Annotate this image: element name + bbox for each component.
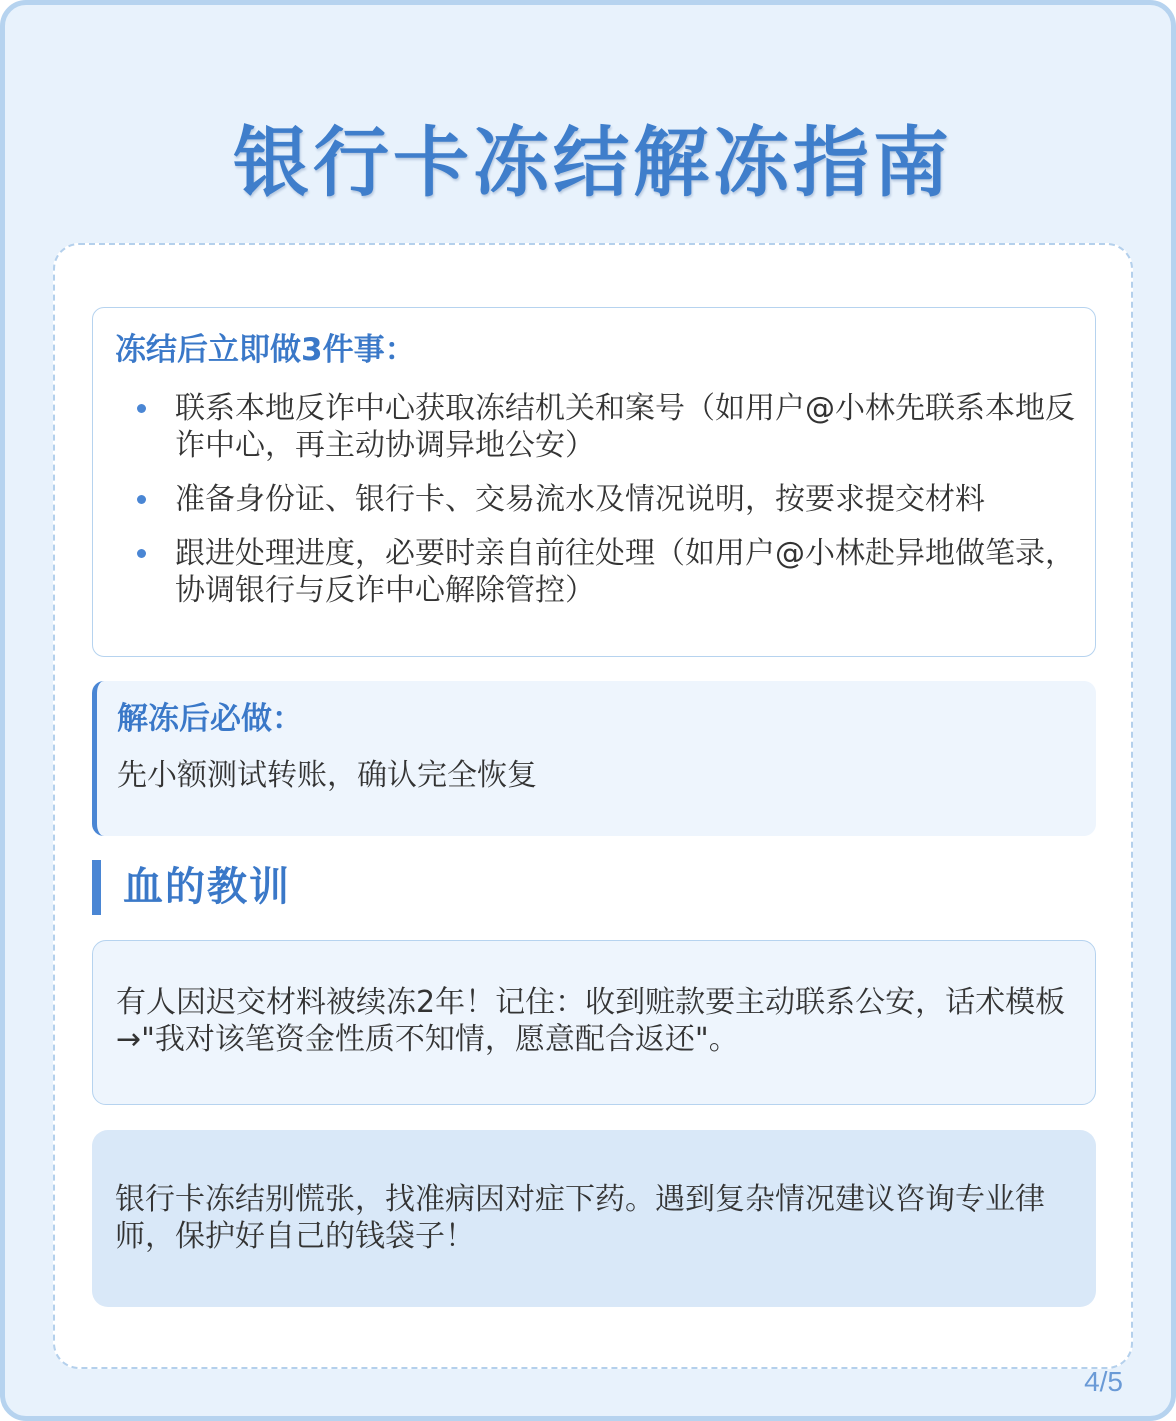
page-title: 银行卡冻结解冻指南 xyxy=(233,118,953,207)
after-unfreeze-card xyxy=(92,681,1096,836)
after-unfreeze-heading: 解冻后必做： xyxy=(117,701,303,737)
lesson-section-title: 血的教训 xyxy=(123,864,291,910)
content-panel xyxy=(53,243,1133,1369)
bullet-dot-icon xyxy=(137,549,146,558)
summary-text: 银行卡冻结别慌张，找准病因对症下药。遇到复杂情况建议咨询专业律师，保护好自己的钱袋子！ xyxy=(115,1182,1045,1254)
immediate-actions-heading: 冻结后立即做3件事： xyxy=(115,332,416,368)
lesson-card xyxy=(92,940,1096,1105)
list-item-text: 跟进处理进度，必要时亲自前往处理（如用户@小林赴异地做笔录，协调银行与反诈中心解除管控） xyxy=(175,536,1075,608)
summary-card xyxy=(92,1130,1096,1307)
list-item xyxy=(175,481,1075,518)
bullet-dot-icon xyxy=(137,495,146,504)
section-accent-bar xyxy=(92,860,101,915)
list-item-text: 准备身份证、银行卡、交易流水及情况说明，按要求提交材料 xyxy=(175,482,985,517)
immediate-actions-card xyxy=(92,307,1096,657)
immediate-actions-list xyxy=(175,390,1075,626)
list-item xyxy=(175,535,1075,609)
lesson-text: 有人因迟交材料被续冻2年！记住：收到赃款要主动联系公安，话术模板→"我对该笔资金性质不知情，愿意配合返还"。 xyxy=(116,985,1066,1057)
page-indicator: 4/5 xyxy=(1084,1366,1123,1397)
list-item-text: 联系本地反诈中心获取冻结机关和案号（如用户@小林先联系本地反诈中心，再主动协调异地公安） xyxy=(175,391,1075,463)
bullet-dot-icon xyxy=(137,404,146,413)
list-item xyxy=(175,390,1075,464)
after-unfreeze-text: 先小额测试转账，确认完全恢复 xyxy=(117,758,537,793)
